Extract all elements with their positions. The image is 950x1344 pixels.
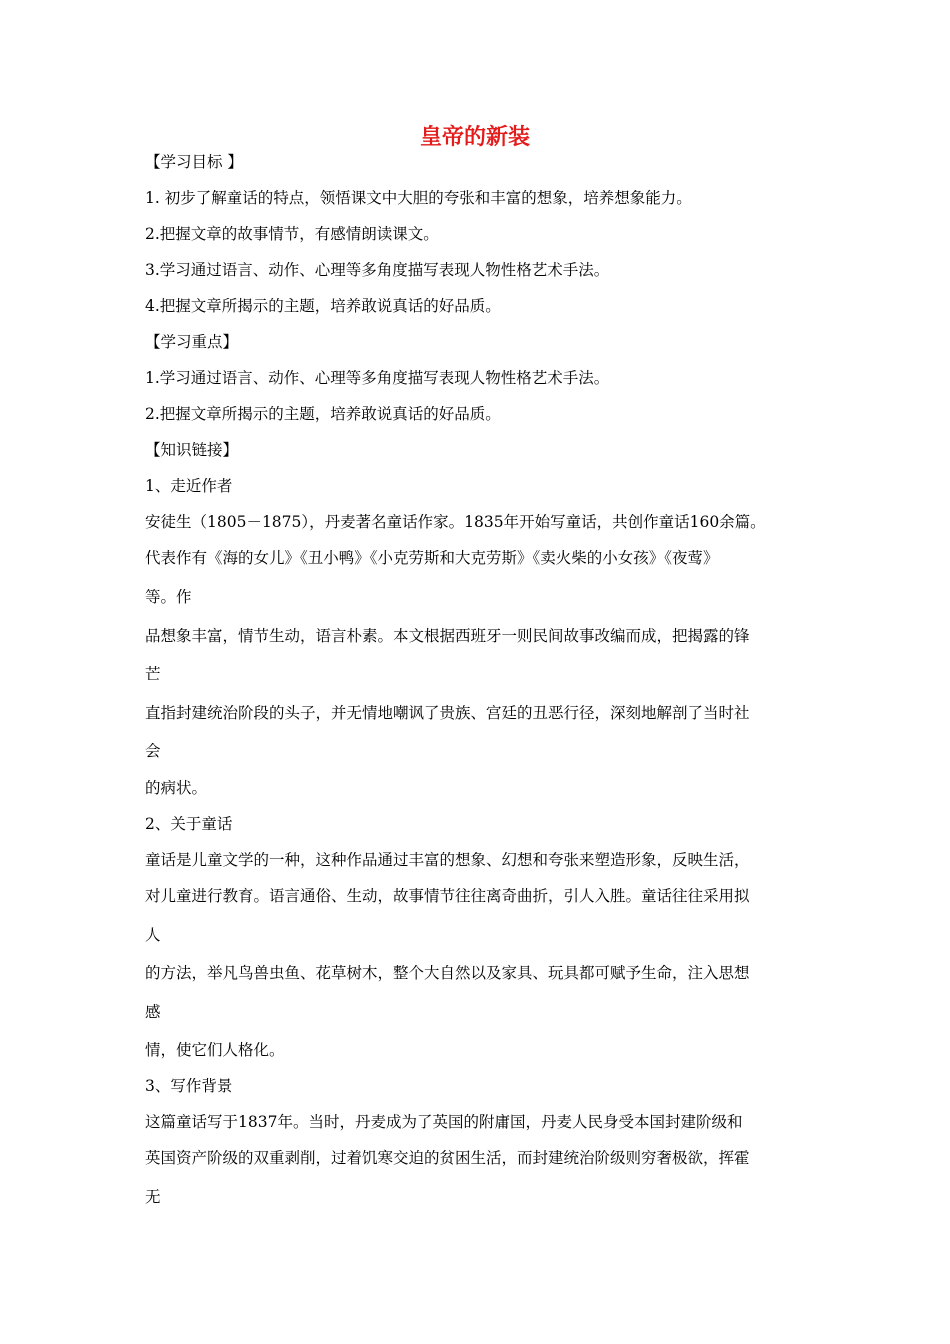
section-heading-learning-goals: 【学习目标 】 (145, 153, 243, 171)
body-line: 童话是儿童文学的一种，这种作品通过丰富的想象、幻想和夸张来塑造形象，反映生活， (145, 851, 750, 869)
body-line: 直指封建统治阶段的头子，并无情地嘲讽了贵族、宫廷的丑恶行径，深刻地解剖了当时社 (145, 704, 750, 722)
body-line: 1. 初步了解童话的特点，领悟课文中大胆的夸张和丰富的想象，培养想象能力。 (145, 189, 692, 207)
body-line: 2.把握文章所揭示的主题，培养敢说真话的好品质。 (145, 405, 501, 423)
body-line: 感 (145, 1003, 161, 1021)
body-line: 等。作 (145, 588, 192, 606)
subheading-background: 3、写作背景 (145, 1077, 233, 1095)
body-line: 无 (145, 1188, 161, 1206)
body-line: 的病状。 (145, 779, 208, 797)
document-title: 皇帝的新装 (419, 124, 530, 150)
body-line: 英国资产阶级的双重剥削，过着饥寒交迫的贫困生活，而封建统治阶级则穷奢极欲，挥霍 (145, 1149, 750, 1167)
body-line: 安徒生（1805－1875），丹麦著名童话作家。1835年开始写童话，共创作童话160余篇。 (145, 513, 766, 531)
body-line: 2.把握文章的故事情节，有感情朗读课文。 (145, 225, 439, 243)
subheading-fairy-tales: 2、关于童话 (145, 815, 233, 833)
body-line: 品想象丰富，情节生动，语言朴素。本文根据西班牙一则民间故事改编而成，把揭露的锋 (145, 627, 750, 645)
section-heading-key-points: 【学习重点】 (145, 333, 239, 351)
body-line: 的方法，举凡鸟兽虫鱼、花草树木，整个大自然以及家具、玩具都可赋予生命，注入思想 (145, 964, 750, 982)
body-line: 人 (145, 926, 161, 944)
body-line: 3.学习通过语言、动作、心理等多角度描写表现人物性格艺术手法。 (145, 261, 610, 279)
body-line: 这篇童话写于1837年。当时，丹麦成为了英国的附庸国，丹麦人民身受本国封建阶级和 (145, 1113, 743, 1131)
body-line: 4.把握文章所揭示的主题，培养敢说真话的好品质。 (145, 297, 501, 315)
body-line: 对儿童进行教育。语言通俗、生动，故事情节往往离奇曲折，引人入胜。童话往往采用拟 (145, 887, 750, 905)
body-line: 情，使它们人格化。 (145, 1041, 285, 1059)
body-line: 代表作有《海的女儿》《丑小鸭》《小克劳斯和大克劳斯》《卖火柴的小女孩》《夜莺》 (145, 549, 719, 567)
subheading-author: 1、走近作者 (145, 477, 233, 495)
body-line: 芒 (145, 665, 161, 683)
section-heading-knowledge-links: 【知识链接】 (145, 441, 239, 459)
body-line: 1.学习通过语言、动作、心理等多角度描写表现人物性格艺术手法。 (145, 369, 610, 387)
body-line: 会 (145, 742, 161, 760)
